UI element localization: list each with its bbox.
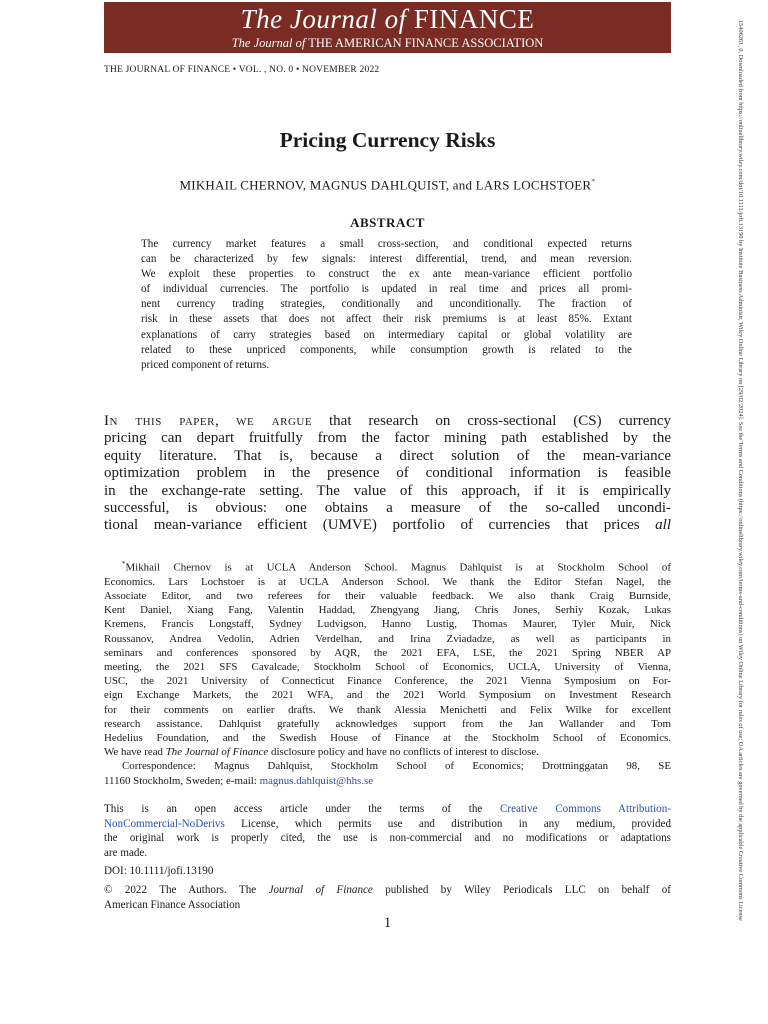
journal-banner xyxy=(104,2,671,53)
abstract-line: explanations of carry strategies based on intermediary capital or global volatility are xyxy=(141,328,632,341)
disclosure-journal: The Journal of Finance xyxy=(165,746,269,759)
abstract-line: risk in these assets that does not affect their risk premiums is at least 85%. Extant xyxy=(141,313,632,326)
author-list xyxy=(104,177,671,193)
lead-in-2: we argue xyxy=(236,413,313,429)
footnote-mark: * xyxy=(122,560,126,568)
abstract-text xyxy=(141,237,632,373)
footnote-line xyxy=(104,557,671,575)
license-pre: This is an open access article under the terms of the xyxy=(104,803,483,815)
banner-subtitle-caps: THE AMERICAN FINANCE ASSOCIATION xyxy=(308,36,544,50)
footnote-line: Kent Daniel, Xiang Fang, Valentin Haddad, Zhengyang Jiang, Chris Jones, Serhiy Kozak, Lukas xyxy=(104,604,671,617)
journal-banner-title xyxy=(104,4,671,34)
body-last-line: tional mean-variance efficient (UMVE) portfolio of currencies that prices xyxy=(104,517,640,534)
copyright-post: published by Wiley Periodicals LLC on behalf of xyxy=(385,884,671,896)
journal-banner-subtitle xyxy=(104,36,671,51)
body-text xyxy=(104,413,671,535)
copyright-line xyxy=(104,883,671,898)
running-head: THE JOURNAL OF FINANCE • VOL. , NO. 0 • NOVEMBER 2022 xyxy=(104,65,380,75)
correspondence-line xyxy=(104,774,671,788)
footnote xyxy=(104,557,671,788)
author-footnote-mark[interactable]: * xyxy=(591,177,596,186)
abstract-line: can be characterized by few signals: interest differential, trend, and mean reversion. xyxy=(141,253,632,266)
author-names: MIKHAIL CHERNOV, MAGNUS DAHLQUIST, and LARS LOCHSTOER xyxy=(179,177,592,193)
license-statement xyxy=(104,802,671,860)
correspondence-address: 11160 Stockholm, Sweden; e-mail: xyxy=(104,774,257,787)
copyright-pre: © 2022 The Authors. The xyxy=(104,884,257,896)
license-link[interactable]: Creative Commons Attribution- xyxy=(500,803,671,815)
footnote-line: eign Exchange Markets, the 2021 WFA, and the 2021 World Symposium on Investment Research xyxy=(104,689,671,702)
banner-subtitle-italic: The Journal of xyxy=(231,36,306,50)
footnote-line: Roussanov, Andrea Vedolin, Adrien Verdelhan, and Irina Zviadadze, as well as participants in xyxy=(104,632,671,645)
lead-in-1: In this paper, xyxy=(104,413,220,429)
abstract-line: of individual currencies. The portfolio is updated in real time and prices all promi- xyxy=(141,283,632,296)
body-line-1-rest: that research on cross-sectional (CS) currency xyxy=(329,413,672,429)
abstract-line: priced component of returns. xyxy=(141,358,270,371)
article-title: Pricing Currency Risks xyxy=(279,128,496,152)
abstract-line: The currency market features a small cross-section, and conditional expected returns xyxy=(141,238,632,250)
copyright-line: American Finance Association xyxy=(104,898,241,911)
banner-title-italic: The Journal of xyxy=(240,4,407,34)
footnote-first-text: Mikhail Chernov is at UCLA Anderson School. Magnus Dahlquist is at Stockholm School of xyxy=(125,561,671,574)
body-line xyxy=(104,517,671,534)
body-last-italic: all xyxy=(655,517,671,534)
license-line: are made. xyxy=(104,846,148,859)
footnote-line: Associate Editor, and two referees for their valuable feedback. We also thank Craig Burnside, xyxy=(104,590,671,603)
footnote-line: Hedelius Foundation, and the Swedish House of Finance at the Stockholm School of Economics. xyxy=(104,732,671,745)
email-link[interactable]: magnus.dahlquist@hhs.se xyxy=(259,774,374,787)
footnote-line xyxy=(104,745,671,759)
correspondence-line: Correspondence: Magnus Dahlquist, Stockholm School of Economics; Drottninggatan 98, SE xyxy=(122,760,671,773)
doi[interactable]: DOI: 10.1111/jofi.13190 xyxy=(104,865,214,877)
license-line xyxy=(104,817,671,832)
banner-title-caps: FINANCE xyxy=(413,4,535,34)
license-link[interactable]: NonCommercial-NoDerivs xyxy=(104,817,225,830)
body-line xyxy=(104,413,671,430)
body-line: pricing can depart fruitfully from the factor mining path established by the xyxy=(104,430,671,447)
license-line xyxy=(104,802,671,817)
license-line: the original work is properly cited, the use is non-commercial and no modifications or adaptations xyxy=(104,832,671,845)
disclosure-post: disclosure policy and have no conflicts of interest to disclose. xyxy=(271,746,539,759)
body-line: successful, is obvious: one obtains a measure of the so-called uncondi- xyxy=(104,500,671,517)
page-number: 1 xyxy=(383,915,392,931)
disclosure-pre: We have read xyxy=(104,746,163,759)
footnote-line: Kremens, Francis Longstaff, Sydney Ludvigson, Hanno Lustig, Thomas Maurer, Tyler Muir, Nick xyxy=(104,618,671,631)
copyright-journal: Journal of Finance xyxy=(268,884,373,896)
download-sidebar-text: 15406261, 0, Downloaded from https://onlinelibrary.wiley.com/doi/10.1111/jofi.13190 by Institute Business Administr, Wiley Online Library on [29/02/2024]. See the Terms and Conditions (https://onlinelibrary.wiley.com/terms-and-conditions) on Wiley Online Library for rules of use; OA articles are governed by the applicable Creative Commons License xyxy=(737,20,744,921)
abstract-line: nent currency trading strategies, conditionally and unconditionally. The fraction of xyxy=(141,298,632,311)
copyright xyxy=(104,883,671,912)
footnote-line: seminars and conferences sponsored by AQR, the 2021 EFA, LSE, the 2021 Spring NBER AP xyxy=(104,646,671,659)
abstract-line: We exploit these properties to construct the ex ante mean-variance efficient portfolio xyxy=(141,268,632,281)
body-line: optimization problem in the presence of conditional information is feasible xyxy=(104,465,671,482)
footnote-line: meeting, the 2021 SFS Cavalcade, Stockholm School of Economics, UCLA, University of Vienna, xyxy=(104,661,671,674)
download-sidebar-note xyxy=(737,20,756,1005)
license-post: License, which permits use and distribution in any medium, provided xyxy=(241,817,671,830)
footnote-line: for their comments on earlier drafts. We thank Alessia Menichetti and Felix Wilke for excellent xyxy=(104,703,671,716)
body-line: equity literature. That is, because a direct solution of the mean-variance xyxy=(104,447,671,464)
abstract-line: related to these unpriced components, while consumption growth is related to the xyxy=(141,343,632,356)
footnote-line: Economics. Lars Lochstoer is at UCLA Anderson School. We thank the Editor Stefan Nagel, the xyxy=(104,575,671,588)
abstract-heading: ABSTRACT xyxy=(350,215,425,230)
footnote-line: USC, the 2021 University of Connecticut Finance Conference, the 2021 Vienna Symposium on For- xyxy=(104,675,671,688)
footnote-line: research assistance. Dahlquist gratefully acknowledges support from the Jan Wallander and Tom xyxy=(104,717,671,730)
body-line: in the exchange-rate setting. The value of this approach, if it is empirically xyxy=(104,482,671,499)
